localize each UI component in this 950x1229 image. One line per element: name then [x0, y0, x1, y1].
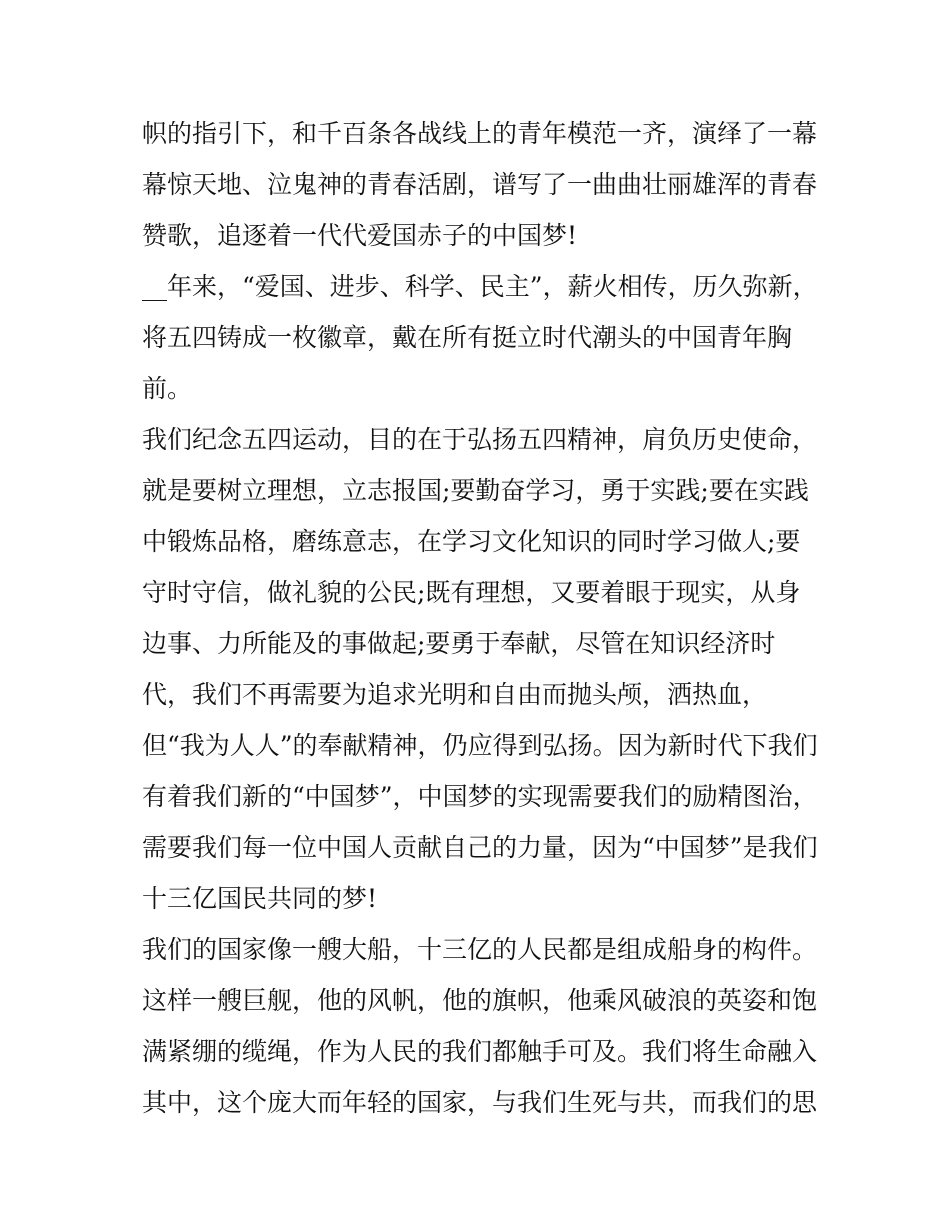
text-line: 有着我们新的“中国梦”，中国梦的实现需要我们的励精图治，: [142, 782, 818, 811]
text-line: 中锻炼品格，磨练意志，在学习文化知识的同时学习做人;要: [142, 527, 801, 556]
text-line: 赞歌，追逐着一代代爱国赤子的中国梦!: [142, 221, 578, 250]
text-line: 边事、力所能及的事做起;要勇于奉献，尽管在知识经济时: [142, 629, 776, 658]
text-line: 但“我为人人”的奉献精神，仍应得到弘扬。因为新时代下我们: [142, 731, 818, 760]
text-line: 代，我们不再需要为追求光明和自由而抛头颅，洒热血，: [142, 680, 768, 709]
text-line: __年来，“爱国、进步、科学、民主”，薪火相传，历久弥新，: [142, 272, 818, 301]
text-line: 帜的指引下，和千百条各战线上的青年模范一齐，演绎了一幕: [142, 119, 818, 148]
text-line: 这样一艘巨舰，他的风帆，他的旗帜，他乘风破浪的英姿和饱: [142, 986, 818, 1015]
text-line: 幕惊天地、泣鬼神的青春活剧，谱写了一曲曲壮丽雄浑的青春: [142, 170, 818, 199]
text-line: 守时守信，做礼貌的公民;既有理想，又要着眼于现实，从身: [142, 578, 801, 607]
text-line: 其中，这个庞大而年轻的国家，与我们生死与共，而我们的思: [142, 1088, 818, 1117]
text-line: 满紧绷的缆绳，作为人民的我们都触手可及。我们将生命融入: [142, 1037, 818, 1066]
text-line: 需要我们每一位中国人贡献自己的力量，因为“中国梦”是我们: [142, 833, 818, 862]
text-line: 我们的国家像一艘大船，十三亿的人民都是组成船身的构件。: [142, 935, 818, 964]
text-line: 前。: [142, 374, 193, 403]
text-line: 我们纪念五四运动，目的在于弘扬五四精神，肩负历史使命，: [142, 425, 818, 454]
text-line: 就是要树立理想，立志报国;要勤奋学习，勇于实践;要在实践: [142, 476, 809, 505]
text-line: 十三亿国民共同的梦!: [142, 884, 378, 913]
text-line: 将五四铸成一枚徽章，戴在所有挺立时代潮头的中国青年胸: [142, 323, 793, 352]
body-text: [142, 108, 832, 1128]
